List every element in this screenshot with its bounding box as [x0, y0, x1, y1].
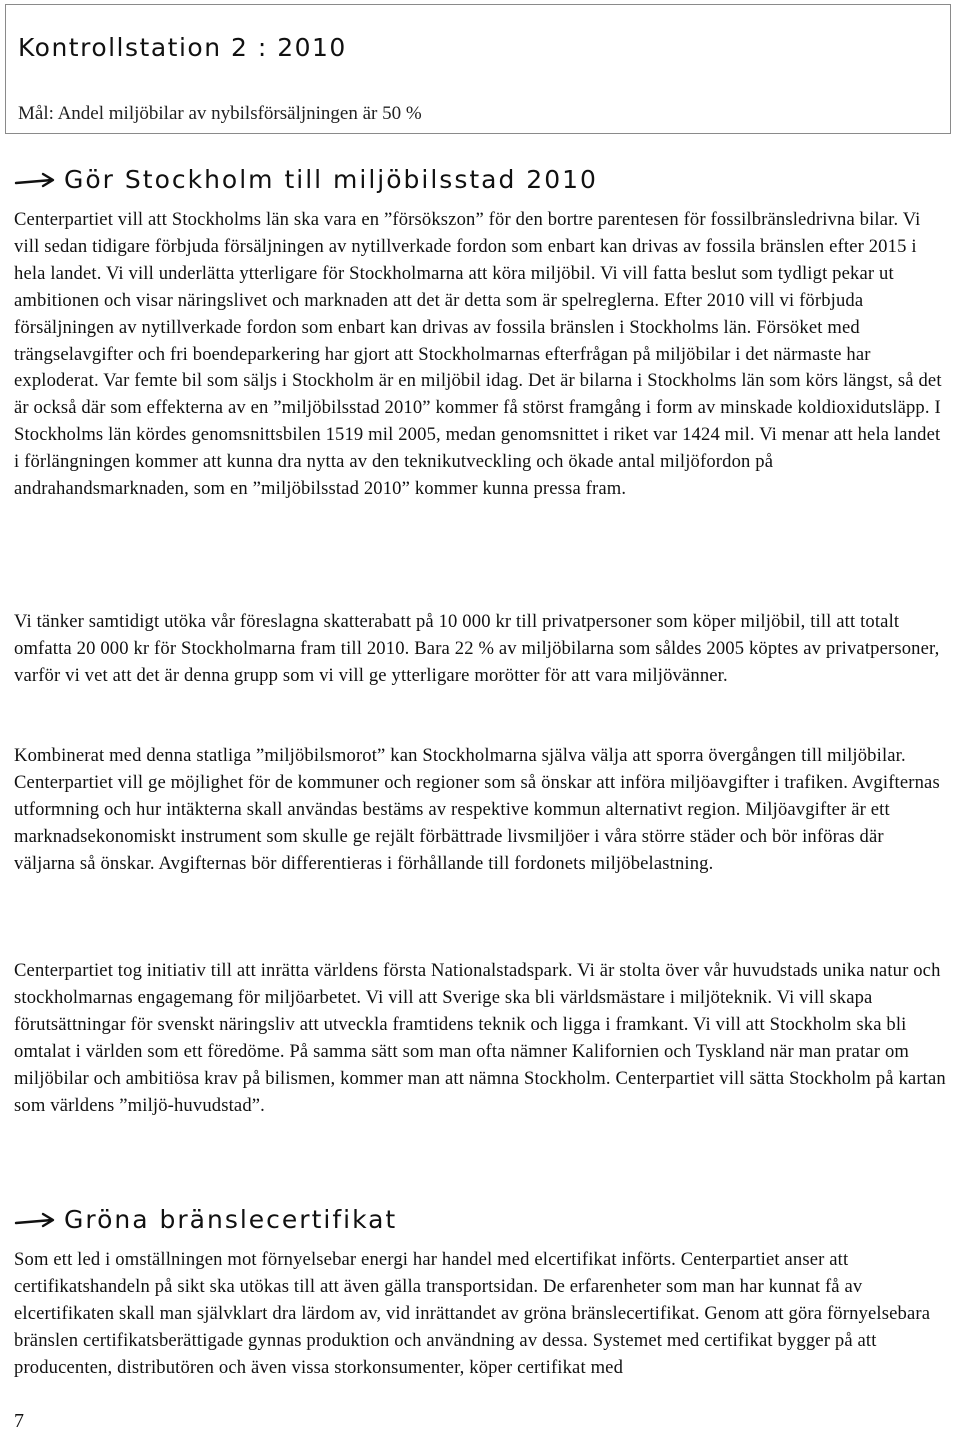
- paragraph: Centerpartiet vill att Stockholms län ska vara en ”försökszon” för den bortre parentesen för fossilbränsledrivna bilar. Vi vill sedan tidigare förbjuda försäljningen av nytillverkade fordon som enbart kan drivas av fossila bränslen efter 2015 i hela landet. Vi vill underlätta ytterligare för Stockholmarna att köra miljöbil. Vi vill fatta beslut som tydligt pekar ut ambitionen och visar näringslivet och marknaden att det är detta som är spelreglerna. Efter 2010 vill vi förbjuda försäljningen av nytillverkade fordon som enbart kan drivas av fossila bränslen i Stockholms län. Försöket med trängselavgifter och fri boendeparkering har gjort att Stockholmarnas efterfrågan på miljöbilar i det närmaste har exploderat. Var femte bil som säljs i Stockholm är en miljöbil idag. Det är bilarna i Stockholms län som körs längst, så det är också där som effekterna av en ”miljöbilsstad 2010” kommer få störst framgång i form av minskade koldioxidutsläpp. I Stockholms län kördes genomsnittsbilen 1519 mil 2005, medan genomsnittet i riket var 1424 mil. Vi menar att hela landet i förlängningen kommer att kunna dra nytta av den teknikutveckling och ökade antal miljöfordon på andrahandsmarknaden, som en ”miljöbilsstad 2010” kommer kunna pressa fram.: [14, 209, 942, 500]
- box-title: Kontrollstation 2 : 2010: [18, 33, 347, 62]
- goal-box: [5, 4, 951, 134]
- section-heading-text: Gör Stockholm till miljöbilsstad 2010: [64, 165, 598, 194]
- paragraph: Centerpartiet tog initiativ till att inrätta världens första Nationalstadspark. Vi är stolta över vår huvudstads unika natur och stockholmarnas engagemang för miljöarbetet. Vi vill att Sverige ska bli världsmästare i miljöteknik. Vi vill skapa förutsättningar för svenskt näringsliv att utveckla framtidens teknik och ligga i framkant. Vi vill att Stockholm ska bli omtalat i världen som ett föredöme. På samma sätt som man ofta nämner Kalifornien och Tyskland när man pratar om miljöbilar och ambitiösa krav på bilismen, kommer man att nämna Stockholm. Centerpartiet vill sätta Stockholm på kartan som världens ”miljö-huvudstad”.: [14, 960, 946, 1116]
- section-heading-text: Gröna bränslecertifikat: [64, 1205, 398, 1234]
- page-number: 7: [14, 1410, 24, 1432]
- section-heading-miljobilsstad: [14, 165, 598, 194]
- paragraph: Vi tänker samtidigt utöka vår föreslagna skatterabatt på 10 000 kr till privatpersoner som köper miljöbil, till att totalt omfatta 20 000 kr för Stockholmarna fram till 2010. Bara 22 % av miljöbilarna som såldes 2005 köptes av privatpersoner, varför vi vet att det är denna grupp som vi vill ge ytterligare morötter för att vara miljövänner.: [14, 611, 940, 686]
- arrow-right-icon: [14, 170, 56, 190]
- paragraph: Kombinerat med denna statliga ”miljöbilsmorot” kan Stockholmarna själva välja att sporra övergången till miljöbilar. Centerpartiet vill ge möjlighet för de kommuner och regioner som så önskar att införa miljöavgifter i trafiken. Avgifternas utformning och hur intäkterna skall användas bestäms av respektive kommun alternativt region. Miljöavgifter är ett marknadsekonomiskt instrument som skulle ge rejält förbättrade livsmiljöer i våra större städer och bör införas där väljarna så önskar. Avgifternas bör differentieras i förhållande till fordonets miljöbelastning.: [14, 745, 940, 874]
- section-heading-bransle: [14, 1205, 397, 1234]
- goal-text: Mål: Andel miljöbilar av nybilsförsäljningen är 50 %: [18, 103, 422, 124]
- arrow-right-icon: [14, 1210, 56, 1230]
- paragraph: Som ett led i omställningen mot förnyelsebar energi har handel med elcertifikat införts. Centerpartiet anser att certifikatshandeln på sikt ska utökas till att även gälla transportsidan. De erfarenheter som man har kunnat få av elcertifikaten skall man självklart dra lärdom av, vid inrättandet av gröna bränslecertifikat. Genom att göra förnyelsebara bränslen certifikatsberättigade gynnas produktion och användning av dessa. Systemet med certifikat bygger på att producenten, distributören och även vissa storkonsumenter, köper certifikat med: [14, 1249, 931, 1378]
